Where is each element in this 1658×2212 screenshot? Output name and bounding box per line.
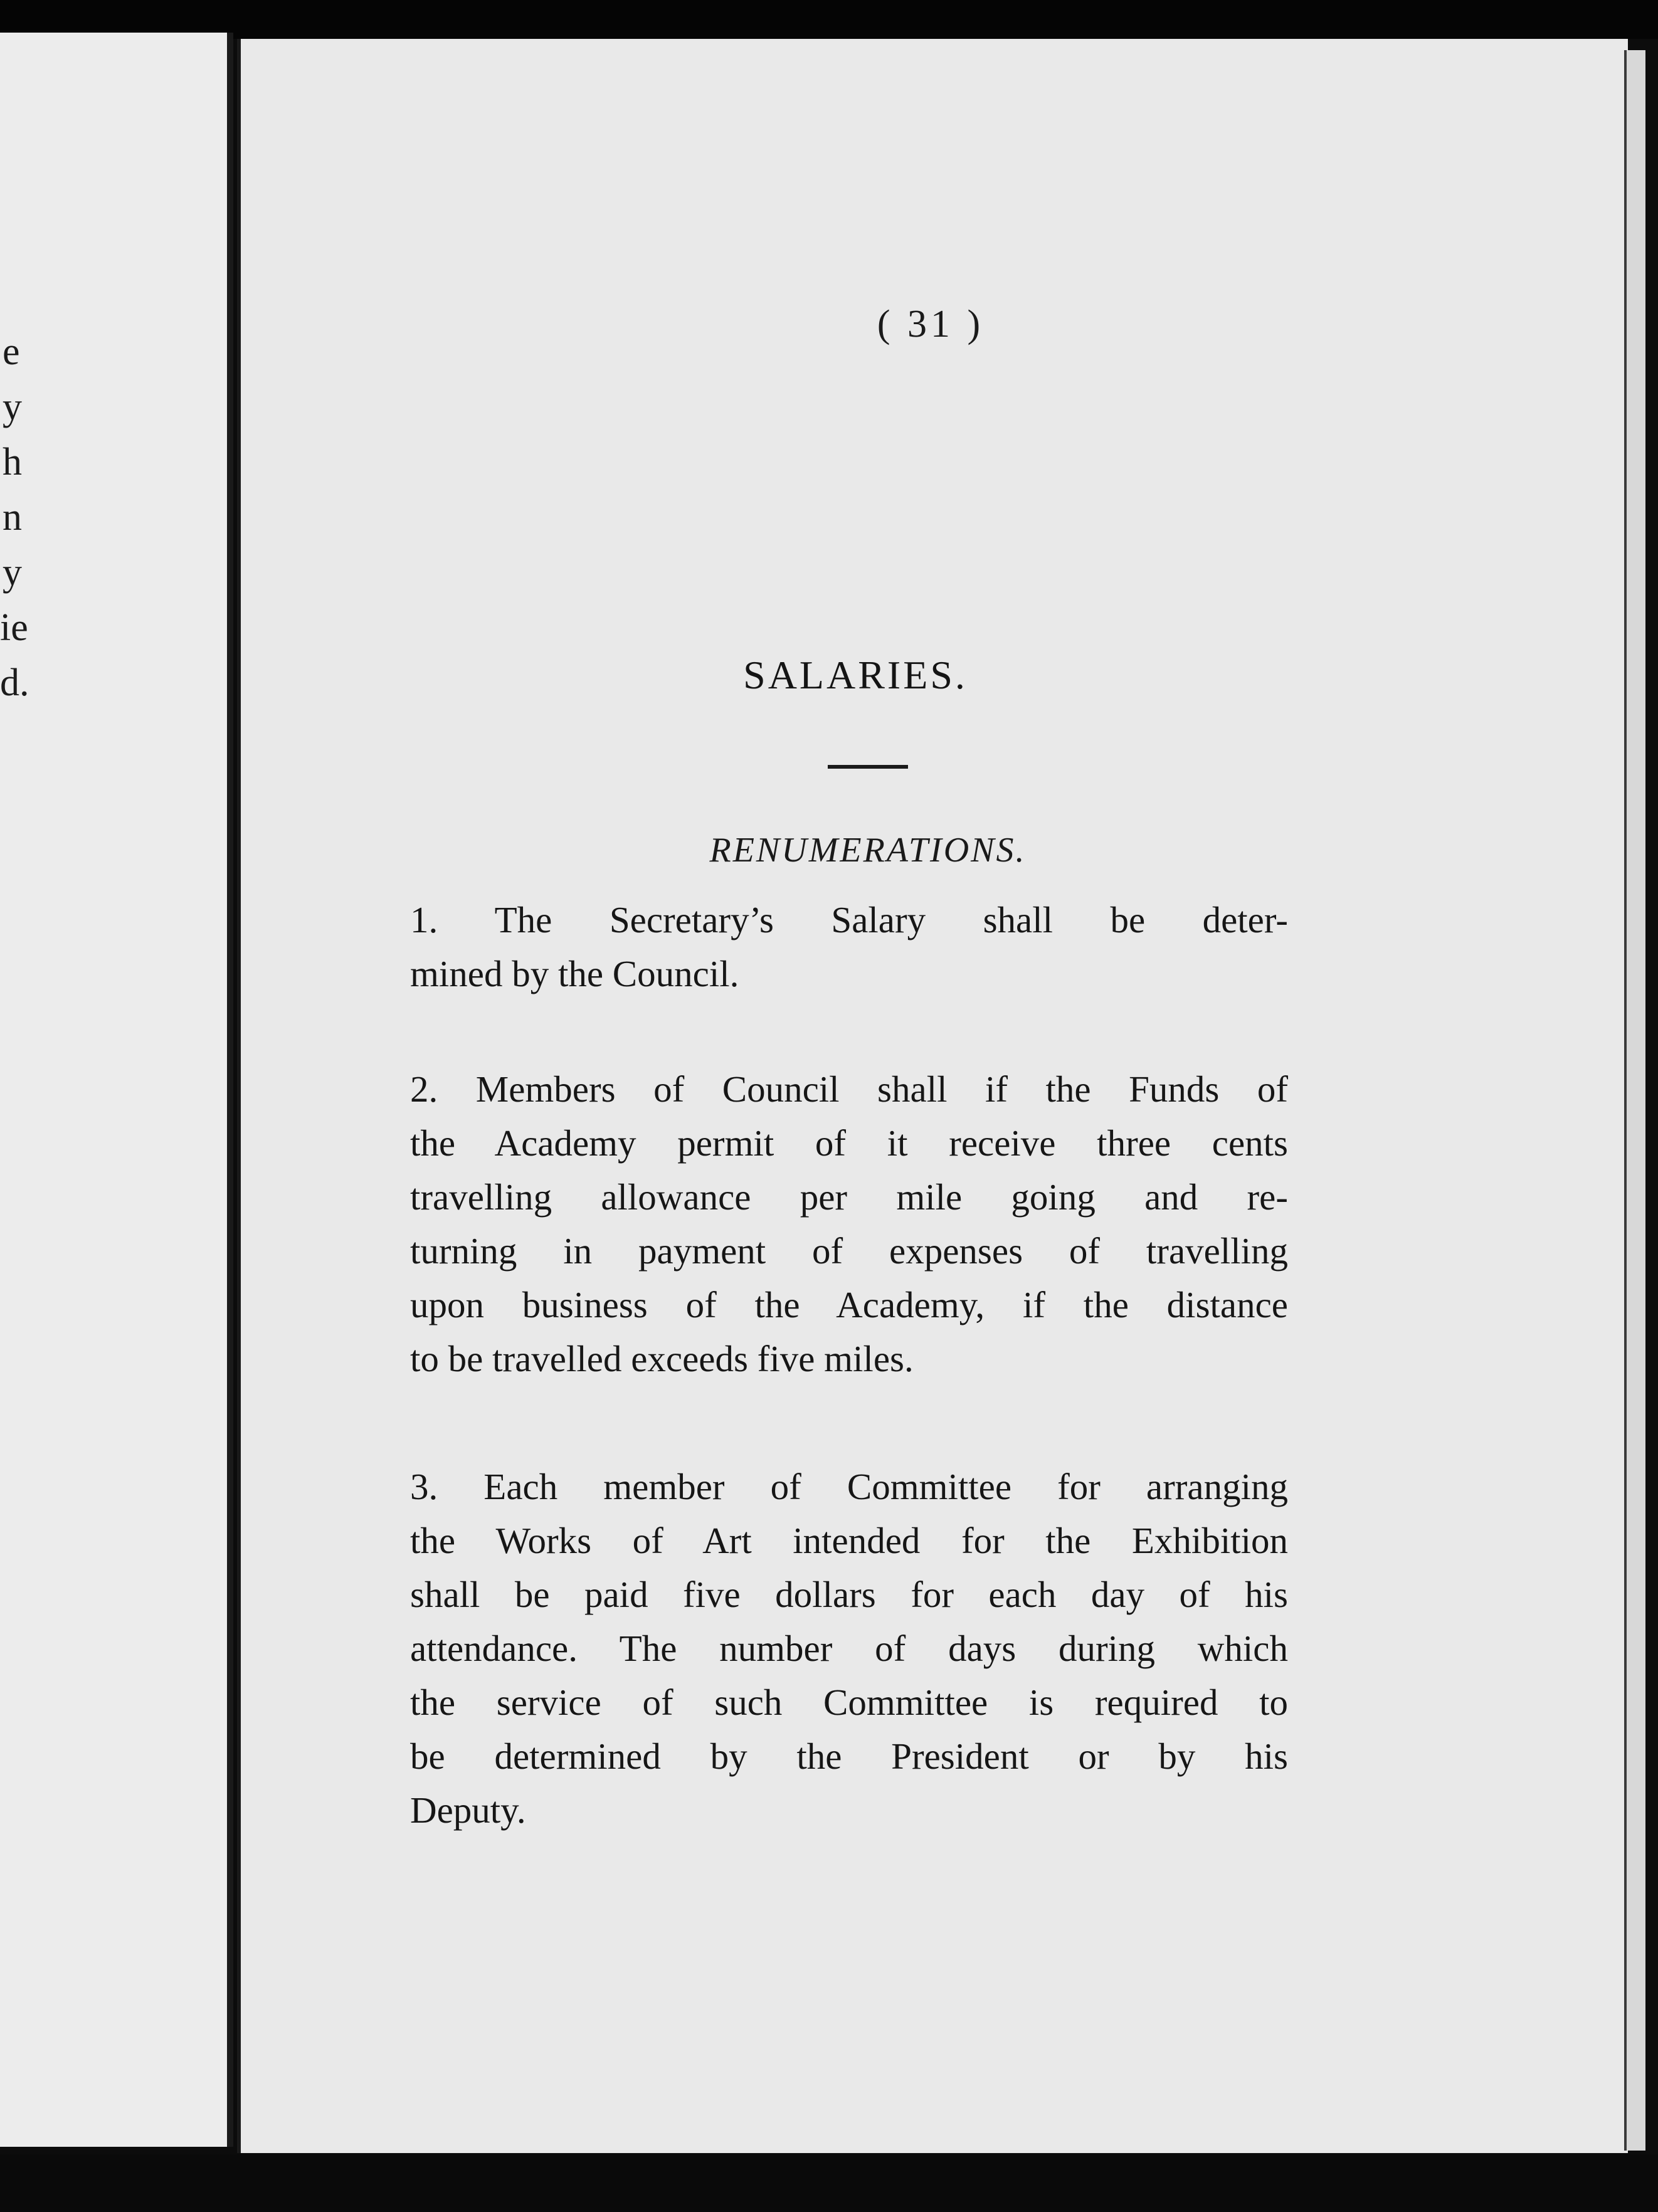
scan-bottom-border <box>0 2154 1658 2212</box>
left-page-fragment: d. <box>0 661 29 704</box>
text-line: mined by the Council. <box>410 953 739 994</box>
previous-page-fragment <box>0 33 233 2147</box>
book-page-edge <box>1624 50 1645 2151</box>
left-page-fragment: ie <box>0 606 28 649</box>
paragraph-1 <box>410 893 1288 1001</box>
paragraph-2 <box>410 1062 1288 1386</box>
left-page-fragment: y <box>3 386 22 428</box>
paragraph-3 <box>410 1460 1288 1837</box>
text-line: travelling allowance per mile going and re- <box>410 1176 1288 1218</box>
text-line: attendance. The number of days during which <box>410 1628 1288 1669</box>
section-heading: SALARIES. <box>743 653 968 697</box>
text-line: 3. Each member of Committee for arranging <box>410 1466 1288 1507</box>
section-subheading: RENUMERATIONS. <box>709 831 1027 870</box>
text-line: Deputy. <box>410 1789 526 1831</box>
text-line: turning in payment of expenses of travelling <box>410 1230 1288 1272</box>
scan-top-border <box>0 0 1658 39</box>
text-line: to be travelled exceeds five miles. <box>410 1338 914 1379</box>
left-page-fragment: h <box>3 441 22 483</box>
text-line: the Works of Art intended for the Exhibition <box>410 1520 1288 1561</box>
text-line: the Academy permit of it receive three cents <box>410 1122 1288 1164</box>
left-page-fragment: y <box>3 551 22 594</box>
page <box>237 39 1628 2153</box>
text-line: be determined by the President or by his <box>410 1735 1288 1777</box>
left-page-fragment: n <box>3 496 22 539</box>
heading-rule <box>828 765 908 769</box>
text-line: shall be paid five dollars for each day of his <box>410 1574 1288 1615</box>
text-line: 1. The Secretary’s Salary shall be deter- <box>410 899 1288 940</box>
page-number: ( 31 ) <box>877 303 985 345</box>
text-line: 2. Members of Council shall if the Funds of <box>410 1068 1288 1110</box>
left-page-fragment: e <box>3 330 20 373</box>
text-line: the service of such Committee is required to <box>410 1682 1288 1723</box>
text-line: upon business of the Academy, if the distance <box>410 1284 1288 1325</box>
